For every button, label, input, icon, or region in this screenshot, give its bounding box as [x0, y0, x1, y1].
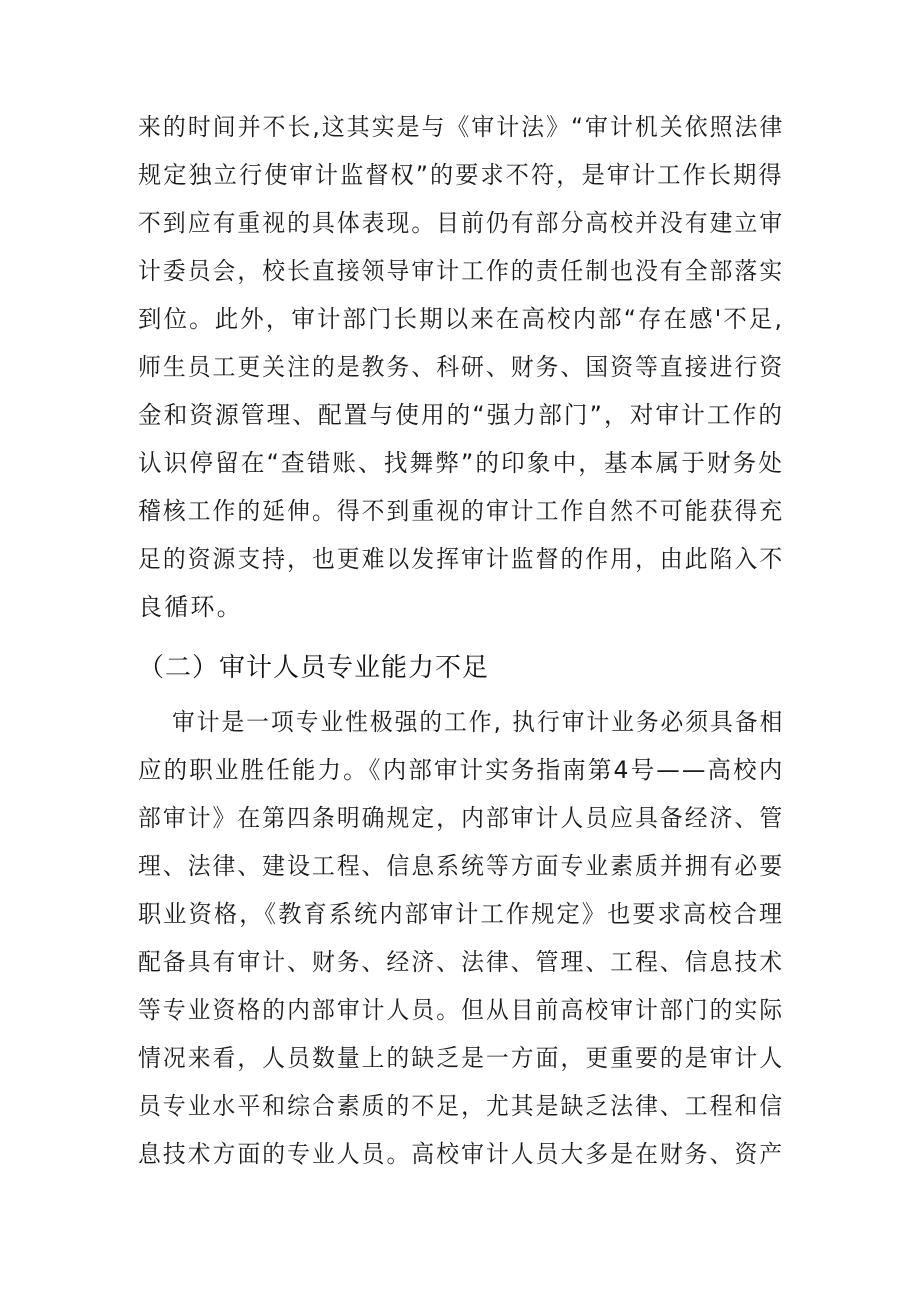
paragraph-line: 足的资源支持，也更难以发挥审计监督的作用，由此陷入不	[138, 545, 785, 573]
paragraph-line: 认识停留在“查错账、找舞弊”的印象中，基本属于财务处	[138, 449, 785, 477]
paragraph-line: 息技术方面的专业人员。高校审计人员大多是在财务、资产	[138, 1140, 785, 1168]
paragraph-line: 应的职业胜任能力。《内部审计实务指南第4号——高校内	[138, 756, 785, 784]
body-paragraph-1	[138, 103, 784, 631]
paragraph-line: 稽核工作的延伸。得不到重视的审计工作自然不可能获得充	[138, 497, 785, 525]
paragraph-line: 配备具有审计、财务、经济、法律、管理、工程、信息技术	[138, 948, 785, 976]
paragraph-line: 到位。此外，审计部门长期以来在高校内部“存在感'不足,	[138, 305, 785, 333]
paragraph-line: 部审计》在第四条明确规定，内部审计人员应具备经济、管	[138, 804, 785, 832]
paragraph-line: 师生员工更关注的是教务、科研、财务、国资等直接进行资	[138, 353, 785, 381]
paragraph-line: 良循环。	[138, 593, 243, 621]
paragraph-line: 职业资格，《教育系统内部审计工作规定》也要求高校合理	[138, 900, 785, 928]
section-heading: （二）审计人员专业能力不足	[138, 653, 490, 683]
paragraph-line: 来的时间并不长,这其实是与《审计法》“审计机关依照法律	[138, 113, 785, 141]
paragraph-line: 金和资源管理、配置与使用的“强力部门”，对审计工作的	[138, 401, 785, 429]
body-paragraph-2	[138, 698, 784, 1178]
paragraph-line: 审计是一项专业性极强的工作, 执行审计业务必须具备相	[172, 708, 785, 736]
paragraph-line: 规定独立行使审计监督权”的要求不符，是审计工作长期得	[138, 161, 784, 189]
paragraph-line: 情况来看，人员数量上的缺乏是一方面，更重要的是审计人	[138, 1044, 785, 1072]
paragraph-line: 计委员会，校长直接领导审计工作的责任制也没有全部落实	[138, 257, 785, 285]
paragraph-line: 等专业资格的内部审计人员。但从目前高校审计部门的实际	[138, 996, 785, 1024]
paragraph-line: 不到应有重视的具体表现。目前仍有部分高校并没有建立审	[138, 209, 785, 237]
paragraph-line: 员专业水平和综合素质的不足，尤其是缺乏法律、工程和信	[138, 1092, 785, 1120]
paragraph-line: 理、法律、建设工程、信息系统等方面专业素质并拥有必要	[138, 852, 785, 880]
